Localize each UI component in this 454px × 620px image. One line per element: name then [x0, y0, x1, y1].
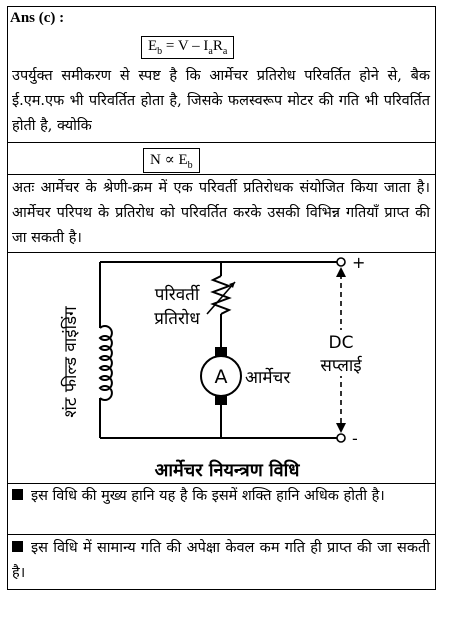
supply-label-2: सप्लाई	[320, 356, 362, 376]
speed-proportion-equation	[143, 148, 200, 173]
supply-arrow-up	[336, 267, 346, 277]
variable-resistor-label-1: परिवर्ती	[154, 285, 200, 305]
variable-resistor-zigzag	[213, 276, 229, 314]
paragraph-1: उपर्युक्त समीकरण से स्पष्ट है कि आर्मेचर प्रतिरोध परिवर्तित होने से, बैक ई.एम.एफ भी परिवर्तित होता है, जिसके फलस्वरूप मोटर की गति भी परिवर्तित होती है, क्योकि	[12, 68, 430, 134]
armature-brush-bottom	[215, 396, 227, 405]
bullet-item-2	[12, 536, 430, 586]
back-emf-equation	[141, 36, 234, 59]
eq1-lhs: E	[148, 38, 158, 54]
armature-symbol: A	[214, 366, 228, 388]
eq1-lhs-sub: b	[157, 46, 163, 57]
diagram-caption: आर्मेचर नियन्त्रण विधि	[154, 460, 300, 481]
paragraph-2: अतः आर्मेचर के श्रेणी-क्रम में एक परिवर्ती प्रतिरोधक संयोजित किया जाता है। आर्मेचर परिपथ के प्रतिरोध को परिवर्तित करके उसकी विभिन्न गतियाँ प्राप्त की जा सकती है।	[12, 180, 430, 246]
bullet-item-1	[12, 484, 430, 509]
supply-label-1: DC	[328, 333, 354, 353]
shunt-field-coil	[100, 326, 112, 400]
supply-terminal-negative	[337, 434, 345, 442]
eq1-rhs-lead: = V – I	[162, 38, 209, 54]
answer-label: Ans (c) :	[10, 10, 65, 26]
eq1-rhs-mid: R	[212, 38, 223, 54]
armature-brush-top	[215, 347, 227, 356]
supply-terminal-positive	[337, 258, 345, 266]
bullet-square-icon	[12, 489, 23, 500]
eq2-lhs: N ∝ E	[150, 152, 188, 168]
supply-arrow-down	[336, 423, 346, 433]
armature-label: आर्मेचर	[245, 368, 291, 388]
divider-5	[7, 534, 436, 535]
divider-1	[7, 142, 436, 143]
divider-2	[7, 174, 436, 175]
bullet-text-2: इस विधि में सामान्य गति की अपेक्षा केवल कम गति ही प्राप्त की जा सकती है।	[12, 540, 430, 581]
field-winding-label: शंट फील्ड वाइंडिंग	[61, 306, 81, 418]
bullet-text-1: इस विधि की मुख्य हानि यह है कि इसमें शक्ति हानि अधिक होती है।	[31, 488, 385, 504]
eq1-sub-1: a	[208, 46, 213, 57]
eq1-sub-2: a	[222, 46, 228, 57]
armature-control-circuit-diagram	[0, 252, 454, 462]
variable-resistor-label-2: प्रतिरोध	[154, 309, 200, 329]
eq2-sub: b	[187, 160, 193, 171]
minus-sign: -	[352, 429, 358, 448]
plus-sign: +	[352, 253, 366, 272]
bullet-square-icon	[12, 541, 23, 552]
